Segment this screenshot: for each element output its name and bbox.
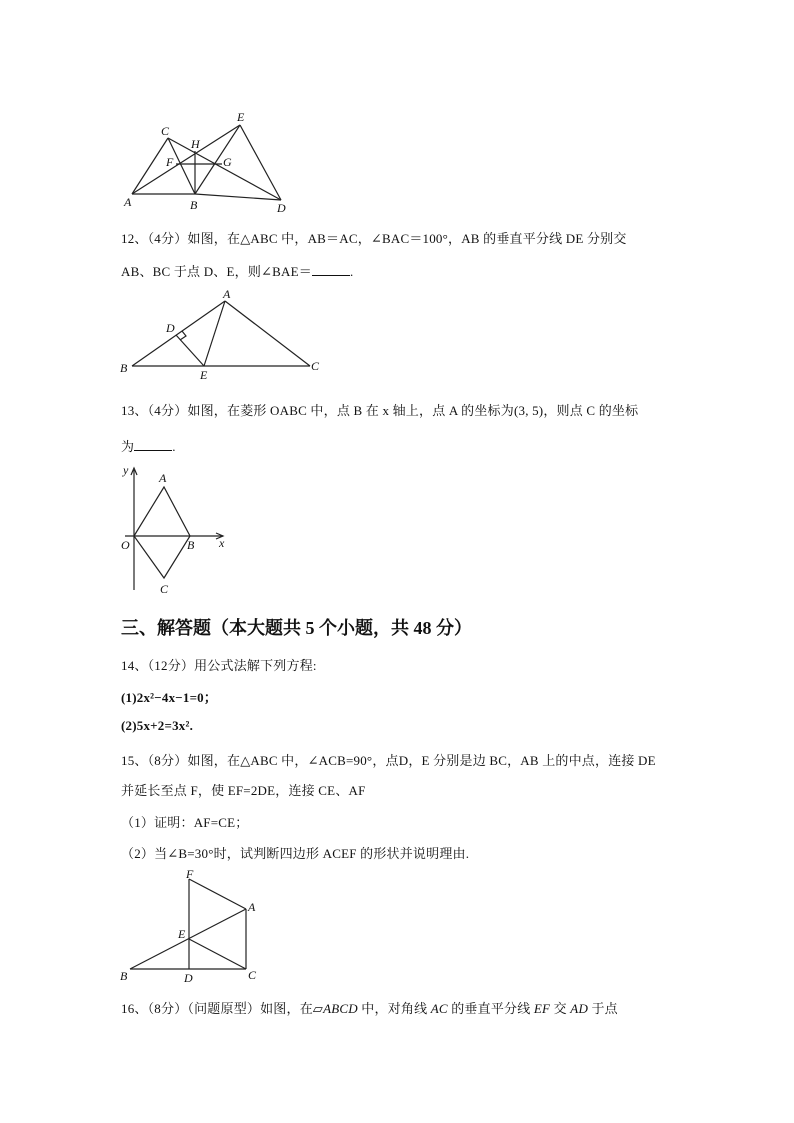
- segment-ac: [132, 138, 168, 194]
- label-x: x: [219, 536, 225, 550]
- q13-line1: 13、（4分）如图，在菱形 OABC 中，点 B 在 x 轴上，点 A 的坐标为(3, 5)，则点 C 的坐标: [121, 403, 639, 418]
- q14-part1: (1)2x²−4x−1=0；: [121, 690, 218, 705]
- q16-suffix: 于点: [588, 1001, 618, 1016]
- q15-line2: 并延长至点 F，使 EF=2DE，连接 CE、AF: [121, 783, 366, 798]
- segment-ac: [225, 301, 310, 366]
- q16-mid3: 交: [550, 1001, 571, 1016]
- q12-line2: [121, 261, 353, 280]
- segment-bd: [195, 194, 281, 200]
- label-c: C: [161, 124, 170, 138]
- q13-line2-end: .: [172, 439, 176, 454]
- label-e: E: [200, 368, 208, 382]
- q16-ac: AC: [430, 1001, 448, 1016]
- label-c: C: [311, 359, 320, 373]
- answer-blank: [134, 438, 172, 451]
- q12-line2-text: AB、BC 于点 D、E，则∠BAE＝: [121, 264, 312, 279]
- label-a: A: [159, 471, 167, 485]
- label-h: H: [191, 137, 200, 151]
- segment-ae: [204, 301, 225, 366]
- q15-line1: 15、（8分）如图，在△ABC 中，∠ACB=90°，点D，E 分别是边 BC，AB 上的中点，连接 DE: [121, 753, 656, 768]
- label-e: E: [178, 927, 186, 941]
- label-o: O: [121, 538, 130, 552]
- q13-line2-text: 为: [121, 439, 135, 454]
- label-a: A: [223, 287, 231, 301]
- segment-fa: [189, 879, 246, 909]
- label-f: F: [166, 155, 174, 169]
- segment-ec: [189, 939, 246, 969]
- q16-ef: EF: [533, 1001, 551, 1016]
- label-b: B: [120, 969, 128, 983]
- q12-line2-end: .: [349, 264, 354, 279]
- label-b: B: [190, 198, 198, 212]
- segment-ba: [132, 301, 225, 366]
- label-d: D: [277, 201, 286, 215]
- q16-mid: 中，对角线: [357, 1001, 431, 1016]
- label-e: E: [237, 110, 245, 124]
- segment-be: [195, 125, 240, 194]
- figure-q13: [115, 460, 235, 598]
- section-title: 三、解答题（本大题共 5 个小题，共 48 分）: [121, 618, 472, 638]
- answer-blank: [312, 263, 350, 276]
- label-g: G: [223, 155, 232, 169]
- q16-shape: ▱ABCD: [312, 1001, 358, 1016]
- label-a: A: [124, 195, 132, 209]
- q16-mid2: 的垂直平分线: [447, 1001, 534, 1016]
- q15-part2: （2）当∠B=30°时，试判断四边形 ACEF 的形状并说明理由.: [121, 846, 470, 861]
- figure-q12: [116, 286, 326, 382]
- q14-part2: (2)5x+2=3x².: [121, 718, 194, 733]
- figure-q11: [118, 108, 308, 216]
- label-c: C: [248, 968, 257, 982]
- label-b: B: [120, 361, 128, 375]
- label-d: D: [166, 321, 175, 335]
- figure-q15: [116, 866, 266, 986]
- label-a: A: [248, 900, 256, 914]
- q15-part1: （1）证明：AF=CE；: [121, 815, 249, 830]
- label-c: C: [160, 582, 169, 596]
- label-b: B: [187, 538, 195, 552]
- rhombus-oabc: [134, 487, 190, 578]
- q12-line1: 12、（4分）如图，在△ABC 中，AB＝AC，∠BAC＝100°，AB 的垂直平分线 DE 分别交: [121, 231, 627, 246]
- label-y: y: [123, 463, 129, 477]
- q16-prefix: 16、（8分）（问题原型）如图，在: [121, 1001, 313, 1016]
- label-d: D: [184, 971, 193, 985]
- q13-line2: [121, 436, 176, 455]
- label-f: F: [186, 867, 194, 881]
- q16-line1: [121, 998, 618, 1017]
- q14-line1: 14、（12分）用公式法解下列方程:: [121, 658, 317, 673]
- q16-ad: AD: [570, 1001, 589, 1016]
